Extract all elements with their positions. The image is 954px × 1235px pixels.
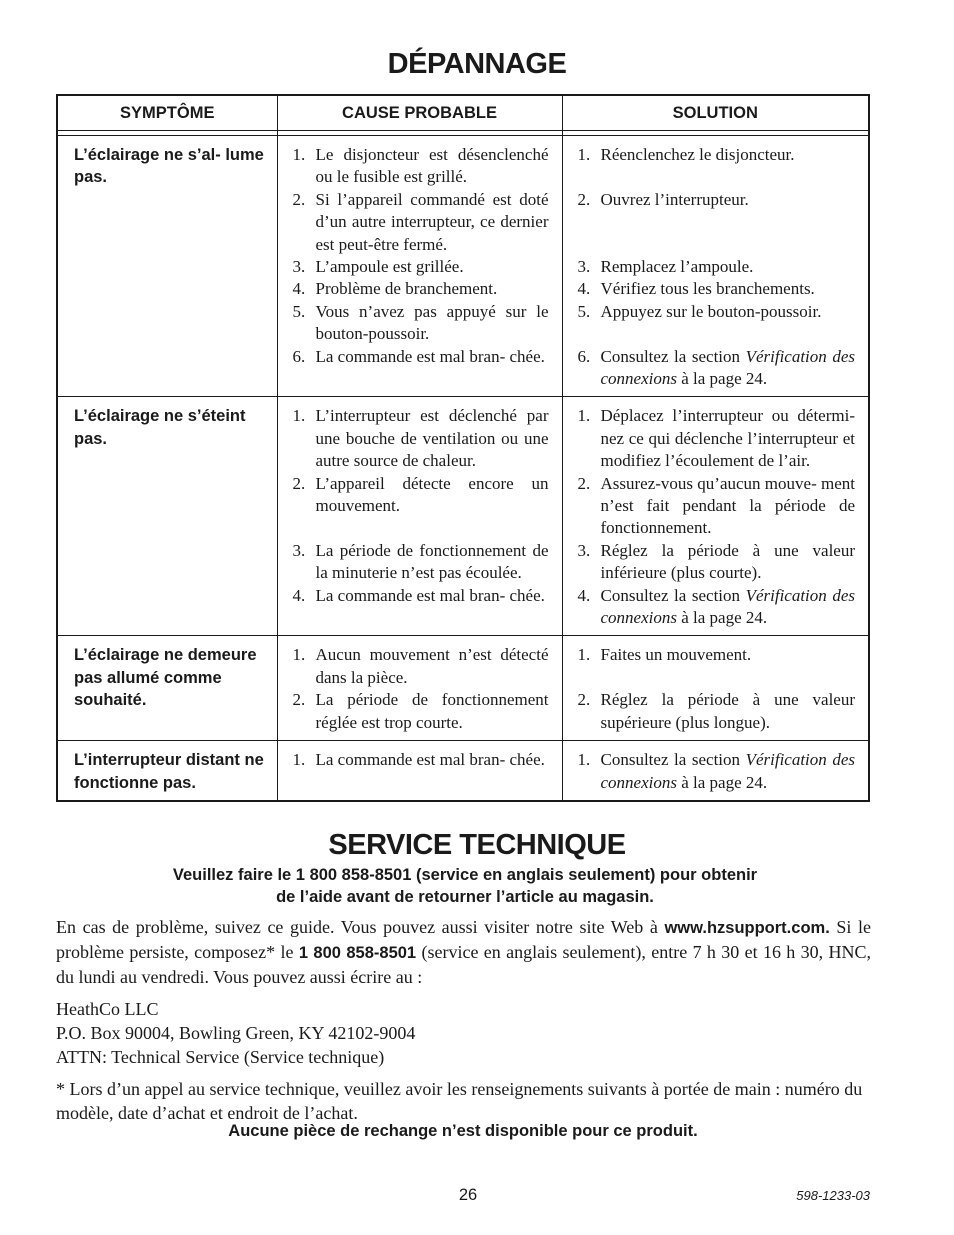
solution-item: 2. Assurez-vous qu’aucun mouve- ment n’est fait pendant la période de fonctionnement. <box>577 473 855 538</box>
solution-cell <box>562 636 868 741</box>
section-reference: Vérification des connexions <box>600 346 855 389</box>
header-cause: CAUSE PROBABLE <box>277 96 562 131</box>
table-row <box>58 636 868 741</box>
subtitle-line: Veuillez faire le 1 800 858-8501 (service en anglais seulement) pour obtenir <box>172 866 758 884</box>
header-solution: SOLUTION <box>562 96 868 131</box>
cause-item: 5. Vous n’avez pas appuyé sur le bouton-poussoir. <box>292 301 549 344</box>
cause-item: 1. Le disjoncteur est désenclenché ou le fusible est grillé. <box>292 145 549 187</box>
solution-item: 2. Réglez la période à une valeur supérieure (plus longue). <box>577 690 855 732</box>
page-number: 26 <box>458 1186 478 1204</box>
solution-item: 1. Faites un mouvement. <box>577 645 752 665</box>
cause-cell <box>277 397 562 636</box>
solution-item: 4. Consultez la section Vérification des connexions à la page 24. <box>577 585 855 628</box>
page-title: DÉPANNAGE <box>387 48 567 80</box>
service-body <box>56 915 871 1133</box>
address-line: P.O. Box 90004, Bowling Green, KY 42102-9004 <box>56 1023 416 1043</box>
cause-item: 1. Aucun mouvement n’est détecté dans la pièce. <box>292 645 549 687</box>
document-code: 598-1233-03 <box>796 1188 870 1203</box>
subtitle-line: de l’aide avant de retourner l’article au magasin. <box>276 888 654 906</box>
troubleshooting-table <box>56 94 870 802</box>
service-paragraph: En cas de problème, suivez ce guide. Vous pouvez aussi visiter notre site Web à www.hzsupport.com. Si le problème persiste, composez* le 1 800 858-8501 (service en anglais seulement), entre 7 h 30 et 16 h 30, HNC, du lundi au vendredi. Vous pouvez aussi écrire au : <box>56 917 871 987</box>
solution-cell <box>562 397 868 636</box>
footnote: * Lors d’un appel au service technique, veuillez avoir les renseignements suivants à portée de main : numéro du modèle, date d’achat et endroit de l’achat. <box>56 1079 863 1123</box>
cause-item: 1. L’interrupteur est déclenché par une bouche de ventilation ou une autre source de chaleur. <box>292 406 549 471</box>
cause-item: 4. Problème de branchement. <box>292 279 498 299</box>
symptom-cell: L’éclairage ne demeure pas allumé comme souhaité. <box>58 636 277 741</box>
symptom-cell: L’éclairage ne s’éteint pas. <box>58 397 277 636</box>
table-row <box>58 397 868 636</box>
symptom-cell: L’éclairage ne s’al- lume pas. <box>58 136 277 397</box>
cause-item: 4. La commande est mal bran- chée. <box>292 585 545 605</box>
cause-cell <box>277 741 562 800</box>
cause-item: 3. L’ampoule est grillée. <box>292 257 464 277</box>
solution-item: 3. Remplacez l’ampoule. <box>577 257 754 276</box>
no-parts-notice: Aucune pièce de rechange n’est disponible pour ce produit. <box>228 1122 698 1140</box>
cause-item: 2. Si l’appareil commandé est doté d’un autre interrupteur, ce dernier est peut-être fermé. <box>292 189 549 254</box>
solution-item: 3. Réglez la période à une valeur inférieure (plus courte). <box>577 540 855 583</box>
solution-item: 1. Consultez la section Vérification des connexions à la page 24. <box>577 750 855 792</box>
header-symptom: SYMPTÔME <box>58 96 277 131</box>
phone-number: 1 800 858-8501 <box>298 944 417 962</box>
symptom-cell: L’interrupteur distant ne fonctionne pas. <box>74 751 264 792</box>
cause-item: 3. La période de fonctionnement de la minuterie n’est pas écoulée. <box>292 540 549 583</box>
solution-item: 4. Vérifiez tous les branchements. <box>577 279 815 299</box>
service-subtitle <box>0 864 930 908</box>
address-line: ATTN: Technical Service (Service technique) <box>56 1047 385 1067</box>
cause-item: 1. La commande est mal bran- chée. <box>292 750 545 770</box>
cause-cell <box>277 636 562 741</box>
cause-cell <box>277 136 562 397</box>
section-title: SERVICE TECHNIQUE <box>328 829 626 861</box>
solution-item: 5. Appuyez sur le bouton-poussoir. <box>577 301 822 321</box>
section-reference: Vérification des connexions <box>600 750 855 792</box>
section-reference: Vérification des connexions <box>600 585 855 628</box>
solution-item: 1. Réenclenchez le disjoncteur. <box>577 145 795 164</box>
solution-item: 6. Consultez la section Vérification des connexions à la page 24. <box>577 346 855 389</box>
solution-item: 2. Ouvrez l’interrupteur. <box>577 189 749 209</box>
address-line: HeathCo LLC <box>56 999 159 1019</box>
cause-item: 2. La période de fonctionnement réglée est trop courte. <box>292 690 549 732</box>
solution-cell <box>562 136 868 397</box>
solution-item: 1. Déplacez l’interrupteur ou détermi- nez ce qui déclenche l’interrupteur et modifiez l’écoulement de l’air. <box>577 406 855 471</box>
website-link[interactable]: www.hzsupport.com. <box>664 919 830 937</box>
table-row <box>58 136 868 397</box>
cause-item: 6. La commande est mal bran- chée. <box>292 346 545 366</box>
address-block <box>56 997 871 1069</box>
cause-item: 2. L’appareil détecte encore un mouvement. <box>292 473 549 516</box>
solution-cell <box>562 741 868 800</box>
table-row <box>58 741 868 800</box>
